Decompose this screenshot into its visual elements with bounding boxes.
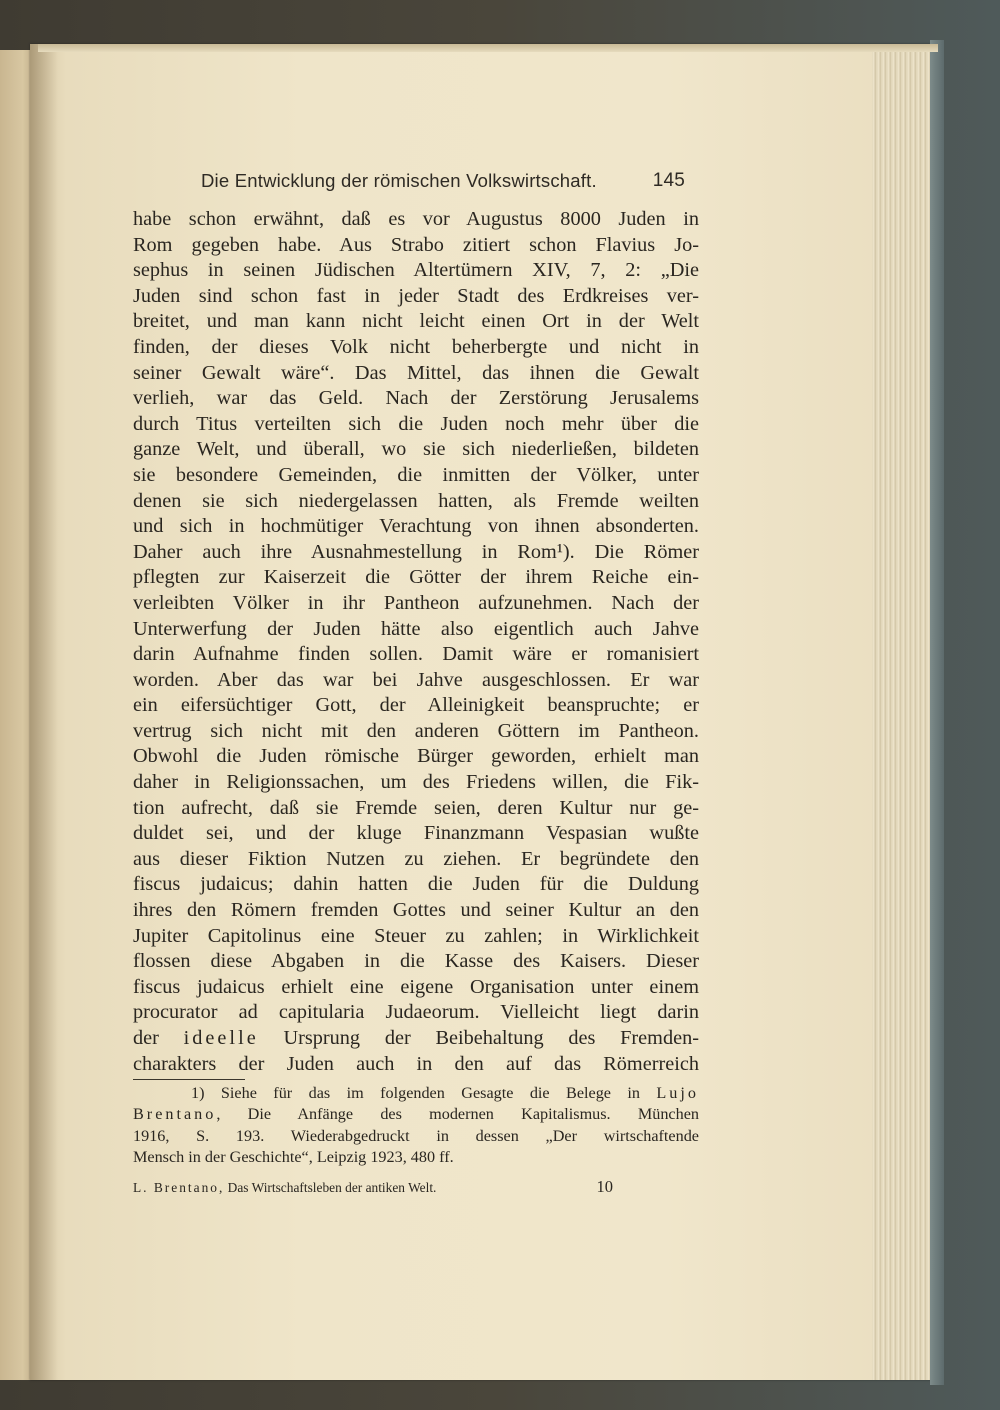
- book-cover-edge: [930, 40, 944, 1385]
- body-line: daher in Religionssachen, um des Friedens willen, die Fik-: [133, 771, 699, 794]
- body-line: vertrug sich nicht mit den anderen Göttern im Pantheon.: [133, 719, 699, 742]
- emphasized-word: ideelle: [183, 1027, 259, 1049]
- footnote-text: , Die Anfänge des modernen Kapitalismus. München: [216, 1105, 699, 1124]
- body-line: sie besondere Gemeinden, die inmitten der Völker, unter: [133, 463, 699, 486]
- footnote-text: 1) Siehe für das im folgenden Gesagte die Belege in: [191, 1084, 657, 1102]
- body-line: ganze Welt, und überall, wo sie sich niederließen, bildeten: [133, 438, 699, 461]
- body-line: finden, der dieses Volk nicht beherbergte und nicht in: [133, 335, 699, 358]
- body-line: habe schon erwähnt, daß es vor Augustus 8000 Juden in: [133, 208, 699, 230]
- footnote-line: [133, 1083, 699, 1104]
- body-line: fiscus judaicus; dahin hatten die Juden für die Duldung: [133, 873, 699, 896]
- body-line: Rom gegeben habe. Aus Strabo zitiert schon Flavius Jo-: [133, 233, 699, 256]
- body-line: durch Titus verteilten sich die Juden noch mehr über die: [133, 412, 699, 435]
- body-line: Unterwerfung der Juden hätte also eigentlich auch Jahve: [133, 617, 699, 640]
- footnote-line: [133, 1104, 699, 1125]
- body-line: tion aufrecht, daß sie Fremde seien, deren Kultur nur ge-: [133, 796, 699, 819]
- signature-title: Das Wirtschaftsleben der antiken Welt.: [224, 1180, 437, 1195]
- body-line: duldet sei, und der kluge Finanzmann Vespasian wußte: [133, 822, 699, 845]
- body-line: worden. Aber das war bei Jahve ausgeschlossen. Er war: [133, 668, 699, 691]
- body-line: der ideelle Ursprung der Beibehaltung des Fremden-: [133, 1027, 699, 1049]
- body-line: flossen diese Abgaben in die Kasse des Kaisers. Dieser: [133, 950, 699, 973]
- body-line: Daher auch ihre Ausnahmestellung in Rom¹). Die Römer: [133, 540, 699, 563]
- running-head-title: Die Entwicklung der römischen Volkswirtschaft.: [201, 170, 597, 191]
- signature-line: [133, 1177, 613, 1197]
- running-head: [201, 170, 685, 192]
- body-line: charakters der Juden auch in den auf das Römerreich: [133, 1052, 699, 1075]
- page-top-edge: [38, 44, 938, 52]
- body-line: darin Aufnahme finden sollen. Damit wäre er romanisiert: [133, 643, 699, 666]
- body-line: verlieh, war das Geld. Nach der Zerstörung Jerusalems: [133, 387, 699, 410]
- body-line: fiscus judaicus erhielt eine eigene Organisation unter einem: [133, 975, 699, 998]
- signature-author: L. Brentano,: [133, 1180, 225, 1195]
- body-text: [133, 207, 699, 1077]
- sheet-number: 10: [596, 1177, 613, 1196]
- page-gutter-shadow: [30, 44, 58, 1380]
- body-line: ihres den Römern fremden Gottes und seiner Kultur an den: [133, 899, 699, 922]
- body-line: und sich in hochmütiger Verachtung von ihnen absonderten.: [133, 515, 699, 538]
- body-line: aus dieser Fiktion Nutzen zu ziehen. Er begründete den: [133, 847, 699, 870]
- body-line: pflegten zur Kaiserzeit die Götter der ihrem Reiche ein-: [133, 566, 699, 589]
- footnote-author-last-name: Brentano: [133, 1105, 217, 1124]
- body-line: procurator ad capitularia Judaeorum. Vielleicht liegt darin: [133, 1001, 699, 1024]
- footnote-rule: [133, 1079, 245, 1080]
- body-line: Obwohl die Juden römische Bürger geworden, erhielt man: [133, 745, 699, 768]
- body-line: sephus in seinen Jüdischen Altertümern XIV, 7, 2: „Die: [133, 259, 699, 282]
- footnote: [133, 1083, 699, 1169]
- footnote-line: Mensch in der Geschichte“, Leipzig 1923, 480 ff.: [133, 1148, 454, 1167]
- footnote-author-first-name: Lujo: [656, 1084, 699, 1102]
- body-line: ein eifersüchtiger Gott, der Alleinigkeit beanspruchte; er: [133, 694, 699, 717]
- body-line: breitet, und man kann nicht leicht einen Ort in der Welt: [133, 310, 699, 333]
- footnote-line: 1916, S. 193. Wiederabgedruckt in dessen „Der wirtschaftende: [133, 1126, 699, 1145]
- signature-text: [133, 1180, 436, 1196]
- page-number: 145: [652, 170, 685, 191]
- body-line: seiner Gewalt wäre“. Das Mittel, das ihnen die Gewalt: [133, 361, 699, 384]
- body-line: Jupiter Capitolinus eine Steuer zu zahlen; in Wirklichkeit: [133, 924, 699, 947]
- body-line: denen sie sich niedergelassen hatten, als Fremde weilten: [133, 489, 699, 512]
- body-line: verleibten Völker in ihr Pantheon aufzunehmen. Nach der: [133, 591, 699, 614]
- body-line: Juden sind schon fast in jeder Stadt des Erdkreises ver-: [133, 284, 699, 307]
